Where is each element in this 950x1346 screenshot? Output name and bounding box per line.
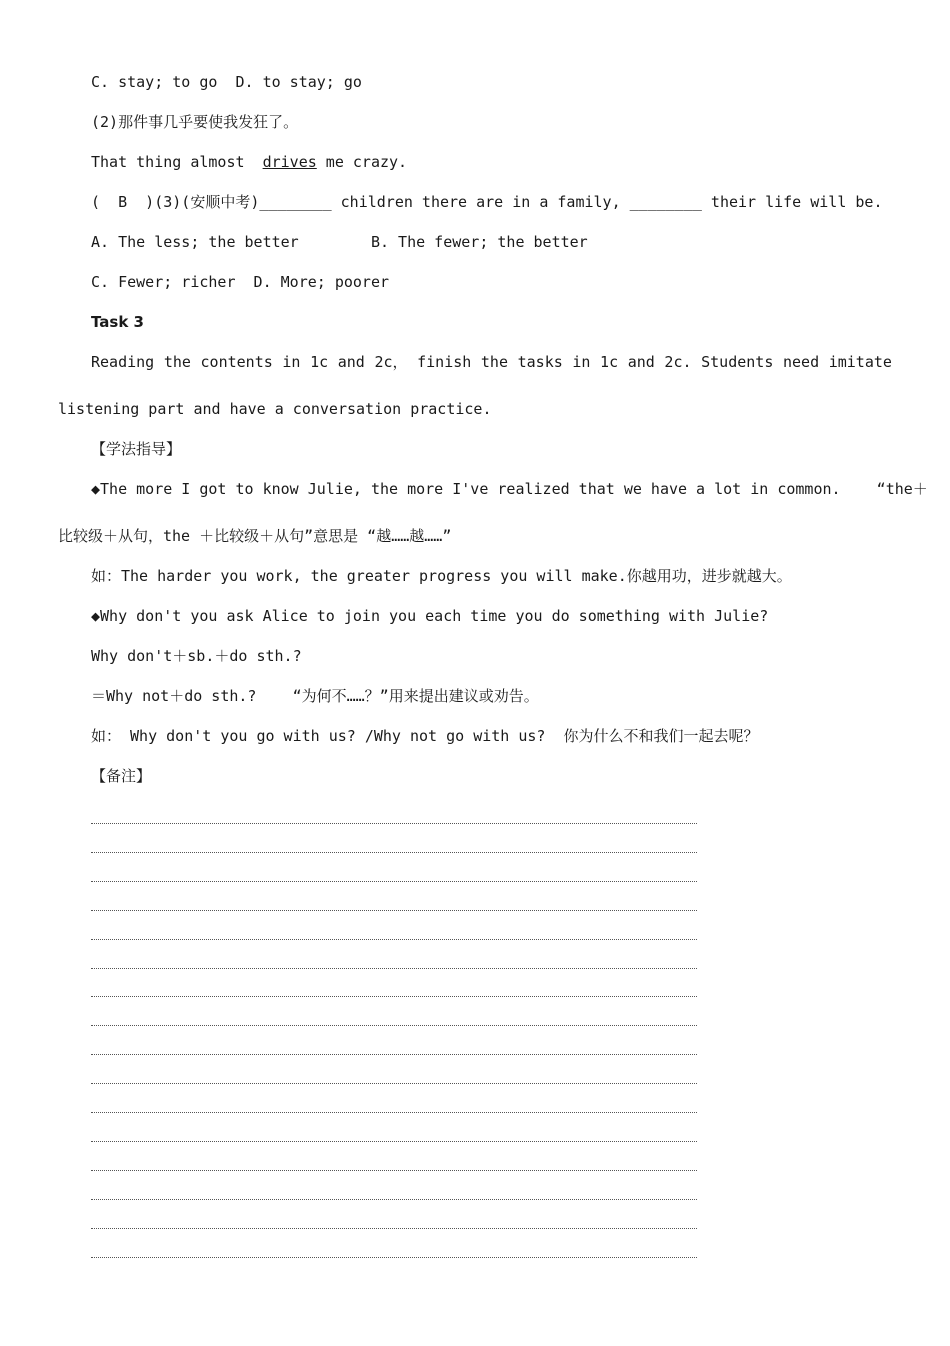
item3-stem: ( B )(3)(安顺中考)________ children there are in a family, ________ their life will be. <box>91 193 883 211</box>
task3-word: the <box>163 353 191 371</box>
item2-sentence <box>91 152 407 172</box>
task3-word: tasks <box>517 353 563 371</box>
item3-options-ab: A. The less; the better B. The fewer; the better <box>91 233 588 251</box>
task3-word: and <box>627 353 655 371</box>
notes-writing-line <box>91 1025 697 1026</box>
notes-writing-line <box>91 1228 697 1229</box>
guide-pattern1: Why don't＋sb.＋do sth.? <box>91 647 302 665</box>
notes-writing-line <box>91 1199 697 1200</box>
task3-heading: Task 3 <box>91 313 144 331</box>
notes-writing-line <box>91 939 697 940</box>
notes-writing-line <box>91 852 697 853</box>
item2-prompt: (2)那件事几乎要使我发狂了。 <box>91 113 299 131</box>
item2-after: me crazy. <box>316 153 408 171</box>
notes-heading: 【备注】 <box>91 767 152 785</box>
item2-answer: drives <box>262 153 317 171</box>
task3-word: finish <box>417 353 472 371</box>
guide-bullet1-line2: 比较级＋从句，the ＋比较级＋从句”意思是 “越……越……” <box>58 527 452 545</box>
task3-word: imitate <box>828 353 892 371</box>
item2-before: That thing almost <box>91 153 263 171</box>
task3-word: 1c <box>600 353 619 371</box>
notes-writing-line <box>91 996 697 997</box>
task3-word: contents <box>200 353 273 371</box>
task3-word: 2c， <box>374 353 408 371</box>
guide-pattern2: ＝Why not＋do sth.? “为何不……？”用来提出建议或劝告。 <box>91 687 539 705</box>
task3-word: Students <box>701 353 774 371</box>
notes-writing-line <box>91 1257 697 1258</box>
task3-word: the <box>480 353 508 371</box>
q2-options-cd: C. stay; to go D. to stay; go <box>91 73 362 91</box>
notes-writing-line <box>91 1054 697 1055</box>
task3-instruction-line1 <box>91 352 892 372</box>
task3-word: in <box>572 353 591 371</box>
notes-writing-line <box>91 881 697 882</box>
notes-writing-line <box>91 1083 697 1084</box>
study-guide-heading: 【学法指导】 <box>91 440 182 458</box>
task3-word: and <box>337 353 365 371</box>
task3-word: 2c. <box>664 353 692 371</box>
notes-writing-line <box>91 1141 697 1142</box>
notes-writing-line <box>91 1170 697 1171</box>
task3-instruction-line2: listening part and have a conversation practice. <box>58 400 492 418</box>
task3-word: Reading <box>91 353 155 371</box>
notes-writing-line <box>91 968 697 969</box>
notes-writing-line <box>91 1112 697 1113</box>
task3-word: in <box>282 353 301 371</box>
guide-bullet1-line1: ◆The more I got to know Julie, the more I've realized that we have a lot in common. “the＋ <box>91 480 928 498</box>
notes-writing-line <box>91 910 697 911</box>
task3-word: need <box>782 353 820 371</box>
guide-example1: 如：The harder you work, the greater progress you will make.你越用功，进步就越大。 <box>91 567 792 585</box>
guide-example2: 如： Why don't you go with us? /Why not go with us? 你为什么不和我们一起去呢？ <box>91 727 759 745</box>
guide-bullet2: ◆Why don't you ask Alice to join you each time you do something with Julie? <box>91 607 769 625</box>
notes-writing-line <box>91 823 697 824</box>
task3-word: 1c <box>310 353 329 371</box>
item3-options-cd: C. Fewer; richer D. More; poorer <box>91 273 390 291</box>
